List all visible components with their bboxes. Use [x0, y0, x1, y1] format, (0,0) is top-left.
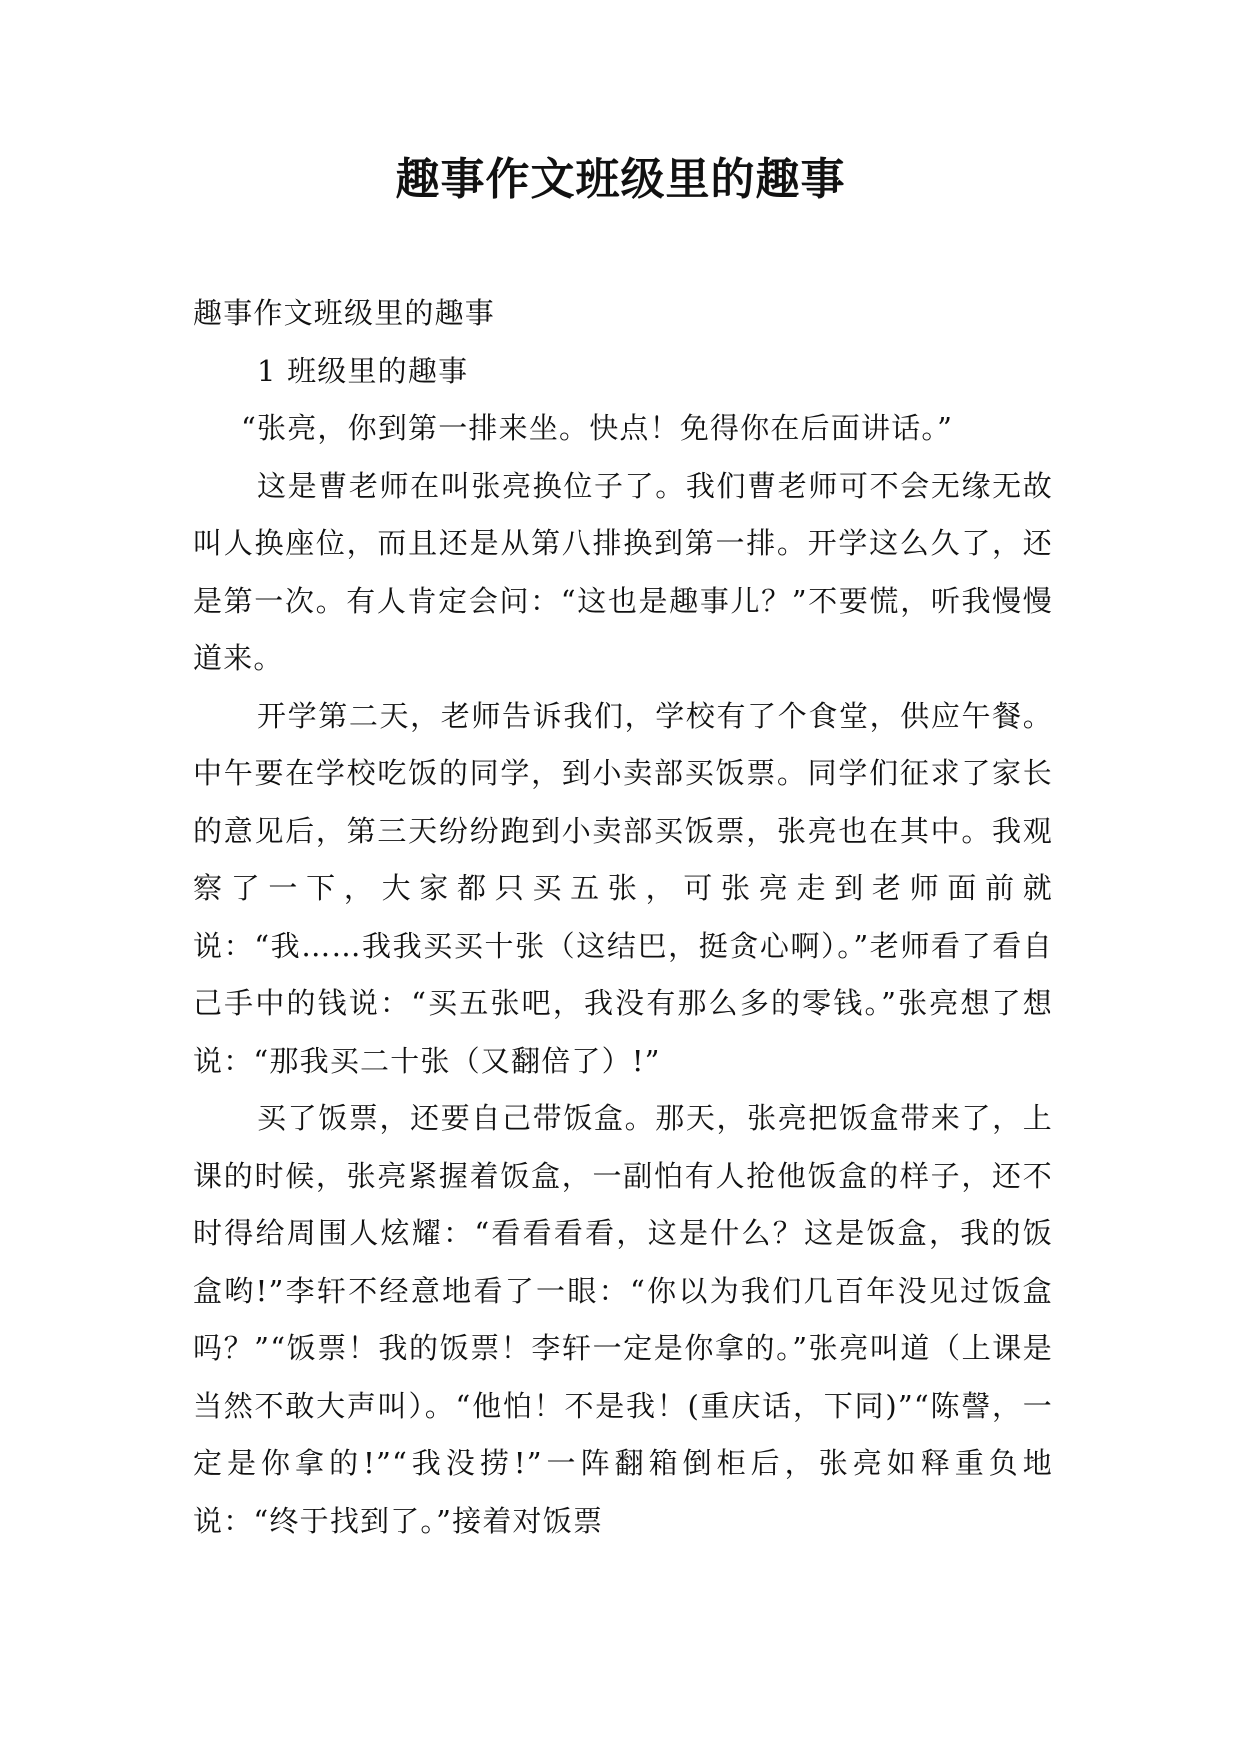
section-heading: 1 班级里的趣事	[257, 353, 469, 388]
paragraph: 买了饭票，还要自己带饭盒。那天，张亮把饭盒带来了，上课的时候，张亮紧握着饭盒，一副怕有人抢他饭盒的样子，还不时得给周围人炫耀：“看看看看，这是什么？这是饭盒，我的饭盒哟!”李轩不经意地看了一眼：“你以为我们几百年没见过饭盒吗？”“饭票！我的饭票！李轩一定是你拿的。”张亮叫道（上课是当然不敢大声叫）。“他怕！不是我！(重庆话，下同)”“陈謦，一定是你拿的!”“我没捞!”一阵翻箱倒柜后，张亮如释重负地说：“终于找到了。”接着对饭票	[193, 1101, 1053, 1538]
document-body	[193, 285, 1053, 1550]
paragraph: 开学第二天，老师告诉我们，学校有了个食堂，供应午餐。中午要在学校吃饭的同学，到小卖部买饭票。同学们征求了家长的意见后，第三天纷纷跑到小卖部买饭票，张亮也在其中。我观察了一下，大家都只买五张，可张亮走到老师面前就说：“我……我我买买十张（这结巴，挺贪心啊）。”老师看了看自己手中的钱说：“买五张吧，我没有那么多的零钱。”张亮想了想说：“那我买二十张（又翻倍了）!”	[193, 698, 1053, 1078]
paragraph: “张亮，你到第一排来坐。快点！免得你在后面讲话。”	[241, 411, 954, 445]
paragraph: 这是曹老师在叫张亮换位子了。我们曹老师可不会无缘无故叫人换座位，而且还是从第八排换到第一排。开学这么久了，还是第一次。有人肯定会问：“这也是趣事儿？”不要慌，听我慢慢道来。	[193, 468, 1053, 675]
body-heading: 趣事作文班级里的趣事	[193, 296, 496, 330]
document-title: 趣事作文班级里的趣事	[395, 154, 846, 205]
